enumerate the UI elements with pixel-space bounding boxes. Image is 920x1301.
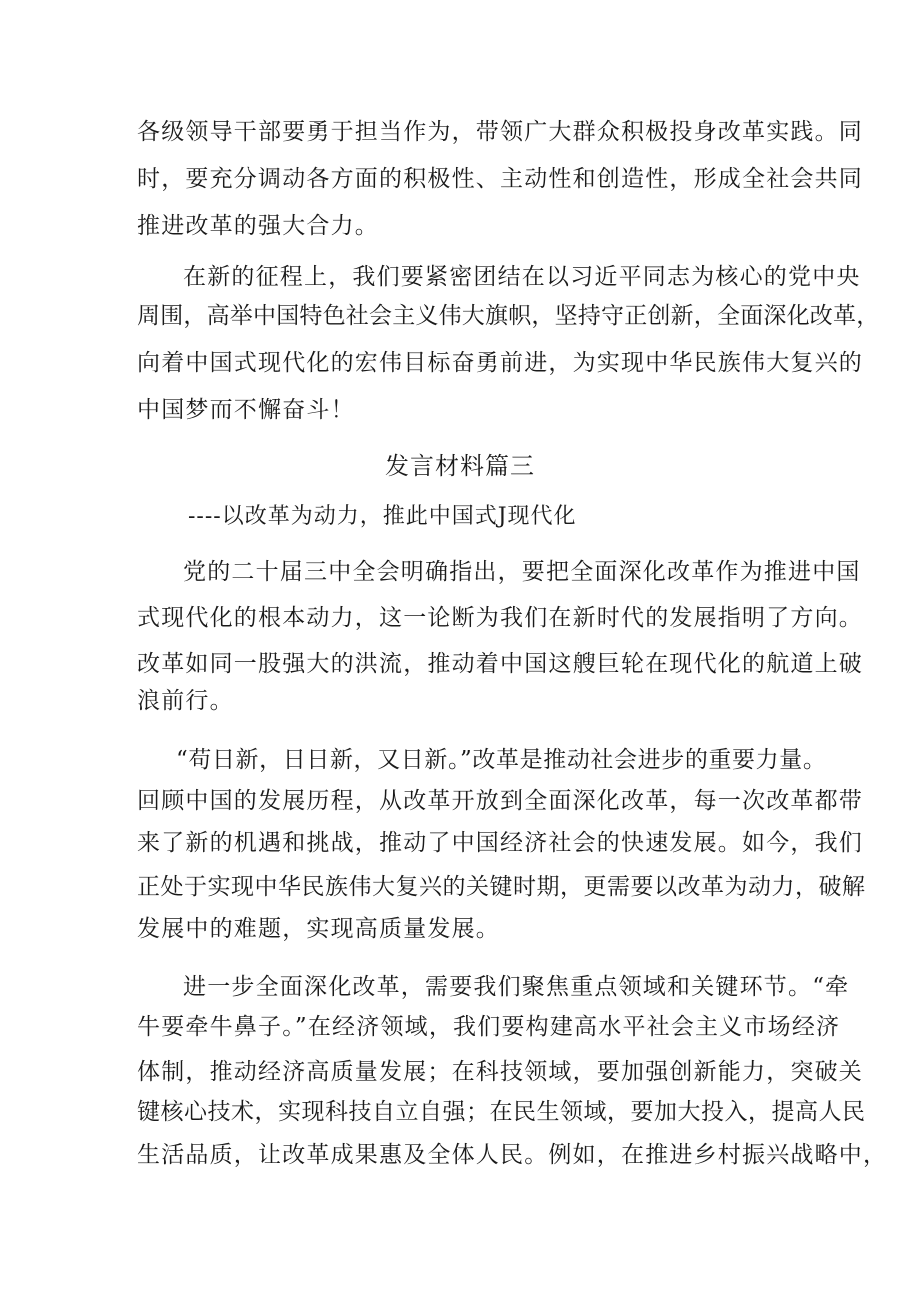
paragraph-1-line-2: 时，要充分调动各方面的积极性、主动性和创造性，形成全社会共同 bbox=[137, 166, 863, 192]
paragraph-5-line-2: 牛要牵牛鼻子。”在经济领域，我们要构建高水平社会主义市场经济 bbox=[137, 1014, 841, 1040]
paragraph-2-line-4: 中国梦而不懈奋斗！ bbox=[137, 397, 355, 423]
paragraph-3-line-4: 浪前行。 bbox=[137, 688, 234, 714]
paragraph-3-line-2: 式现代化的根本动力，这一论断为我们在新时代的发展指明了方向。 bbox=[137, 605, 863, 631]
paragraph-4-line-3: 来了新的机遇和挑战，推动了中国经济社会的快速发展。如今，我们 bbox=[137, 830, 863, 856]
paragraph-4-line-5: 发展中的难题，实现高质量发展。 bbox=[137, 916, 500, 942]
paragraph-4-line-4: 正处于实现中华民族伟大复兴的关键时期，更需要以改革为动力，破解 bbox=[137, 874, 866, 900]
section-title: 发言材料篇三 bbox=[385, 452, 535, 480]
paragraph-2-line-3: 向着中国式现代化的宏伟目标奋勇前进，为实现中华民族伟大复兴的 bbox=[137, 350, 863, 376]
paragraph-2-line-2: 周围，高举中国特色社会主义伟大旗帜，坚持守正创新，全面深化改革， bbox=[137, 303, 880, 329]
section-subtitle: ----以改革为动力，推此中国式J现代化 bbox=[188, 504, 577, 529]
paragraph-3-line-1: 党的二十届三中全会明确指出，要把全面深化改革作为推进中国 bbox=[183, 559, 861, 585]
paragraph-5-line-1: 进一步全面深化改革，需要我们聚焦重点领域和关键环节。“牵 bbox=[183, 974, 850, 1000]
paragraph-2-line-1: 在新的征程上，我们要紧密团结在以习近平同志为核心的党中央 bbox=[183, 264, 861, 290]
paragraph-4-line-1: “苟日新，日日新，又日新。”改革是推动社会进步的重要力量。 bbox=[176, 747, 827, 773]
paragraph-5-line-4: 键核心技术，实现科技自立自强；在民生领域，要加大投入，提高人民 bbox=[137, 1099, 866, 1125]
paragraph-5-line-5: 生活品质，让改革成果惠及全体人民。例如，在推进乡村振兴战略中， bbox=[137, 1142, 888, 1168]
paragraph-4-line-2: 回顾中国的发展历程，从改革开放到全面深化改革，每一次改革都带 bbox=[137, 788, 863, 814]
paragraph-5-line-3: 体制，推动经济高质量发展；在科技领域，要加强创新能力，突破关 bbox=[137, 1059, 863, 1085]
paragraph-1-line-1: 各级领导干部要勇于担当作为，带领广大群众积极投身改革实践。同 bbox=[137, 119, 863, 145]
paragraph-1-line-3: 推进改革的强大合力。 bbox=[137, 213, 379, 239]
paragraph-3-line-3: 改革如同一股强大的洪流，推动着中国这艘巨轮在现代化的航道上破 bbox=[137, 651, 863, 677]
